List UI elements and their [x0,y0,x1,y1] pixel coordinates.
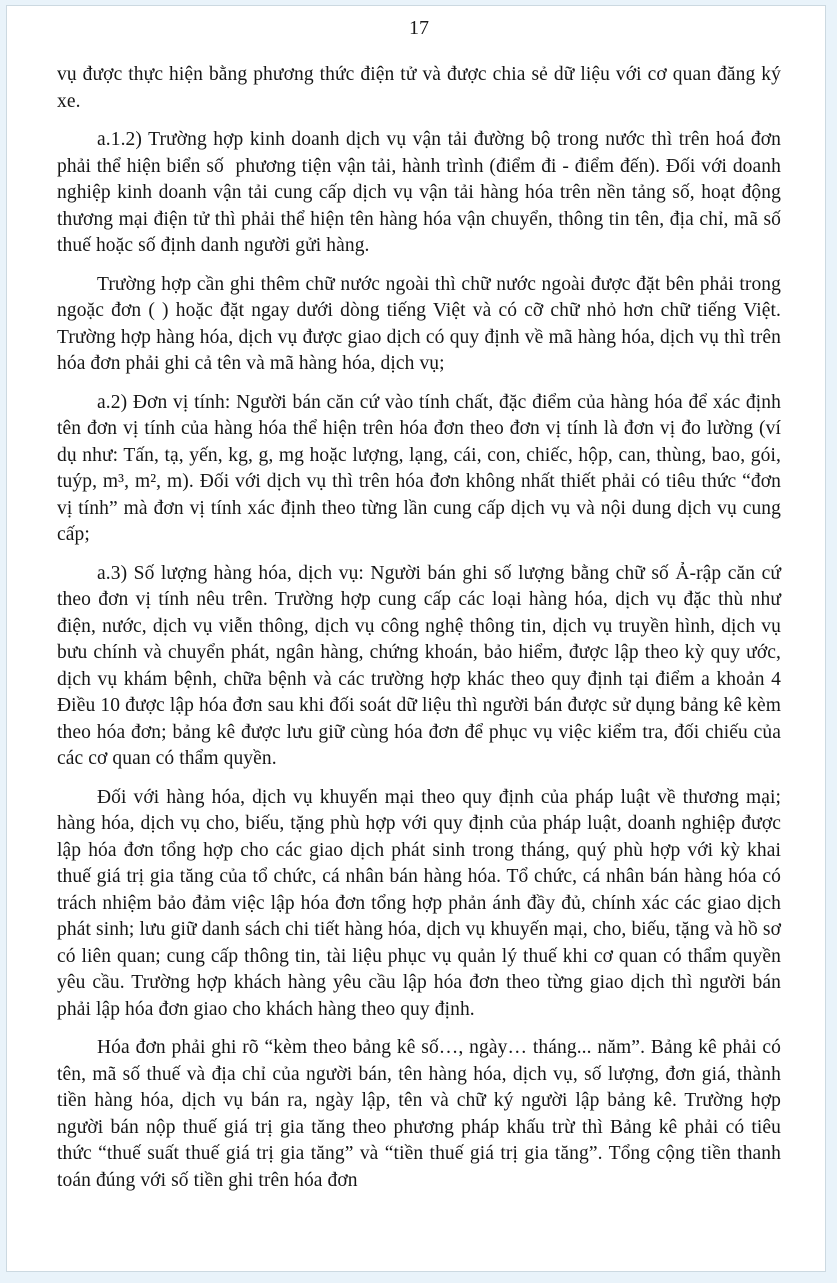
document-page [6,5,826,1272]
paragraph-promotional-goods: Đối với hàng hóa, dịch vụ khuyến mại theo quy định của pháp luật về thương mại; hàng hóa, dịch vụ cho, biếu, tặng phù hợp với quy định của pháp luật, doanh nghiệp được lập hóa đơn tổng hợp cho các giao dịch phát sinh trong tháng, quý phù hợp với kỳ khai thuế giá trị gia tăng của tổ chức, cá nhân bán hàng hóa. Tổ chức, cá nhân bán hàng hóa có trách nhiệm bảo đảm việc lập hóa đơn tổng hợp phản ánh đầy đủ, chính xác các giao dịch phát sinh; lưu giữ danh sách chi tiết hàng hóa, dịch vụ khuyến mại, cho, biếu, tặng và hồ sơ có liên quan; cung cấp thông tin, tài liệu phục vụ quản lý thuế khi cơ quan có thẩm quyền yêu cầu. Trường hợp khách hàng yêu cầu lập hóa đơn theo từng giao dịch thì người bán phải lập hóa đơn giao cho khách hàng theo quy định. [57,786,781,1020]
paragraph-a-1-2: a.1.2) Trường hợp kinh doanh dịch vụ vận tải đường bộ trong nước thì trên hoá đơn phải thể hiện biển số phương tiện vận tải, hành trình (điểm đi - điểm đến). Đối với doanh nghiệp kinh doanh vận tải cung cấp dịch vụ vận tải hàng hóa trên nền tảng số, hoạt động thương mại điện tử thì phải thể hiện tên hàng hóa vận chuyển, thông tin tên, địa chỉ, mã số thuế hoặc số định danh người gửi hàng. [57,129,781,256]
paragraph-a-2-unit: a.2) Đơn vị tính: Người bán căn cứ vào tính chất, đặc điểm của hàng hóa để xác định tên đơn vị tính của hàng hóa thể hiện trên hóa đơn theo đơn vị tính là đơn vị đo lường (ví dụ như: Tấn, tạ, yến, kg, g, mg hoặc lượng, lạng, cái, con, chiếc, hộp, can, thùng, bao, gói, tuýp, m³, m², m). Đối với dịch vụ thì trên hóa đơn không nhất thiết phải có tiêu thức “đơn vị tính” mà đơn vị tính xác định theo từng lần cung cấp dịch vụ và nội dung dịch vụ cung cấp; [57,391,781,545]
paragraph-continuation: vụ được thực hiện bằng phương thức điện tử và được chia sẻ dữ liệu với cơ quan đăng ký xe. [57,64,781,112]
paragraph-foreign-text-rule: Trường hợp cần ghi thêm chữ nước ngoài thì chữ nước ngoài được đặt bên phải trong ngoặc đơn ( ) hoặc đặt ngay dưới dòng tiếng Việt và có cỡ chữ nhỏ hơn chữ tiếng Việt. Trường hợp hàng hóa, dịch vụ được giao dịch có quy định về mã hàng hóa, dịch vụ thì trên hóa đơn phải ghi cả tên và mã hàng hóa, dịch vụ; [57,273,781,374]
paragraph-a-3-quantity: a.3) Số lượng hàng hóa, dịch vụ: Người bán ghi số lượng bằng chữ số Ả-rập căn cứ theo đơn vị tính nêu trên. Trường hợp cung cấp các loại hàng hóa, dịch vụ đặc thù như điện, nước, dịch vụ viễn thông, dịch vụ công nghệ thông tin, dịch vụ truyền hình, dịch vụ bưu chính và chuyển phát, ngân hàng, chứng khoán, bảo hiểm, được lập theo kỳ quy ước, dịch vụ khám bệnh, chữa bệnh và các trường hợp khác theo quy định tại điểm a khoản 4 Điều 10 được lập hóa đơn sau khi đối soát dữ liệu thì người bán được sử dụng bảng kê kèm theo hóa đơn; bảng kê được lưu giữ cùng hóa đơn để phục vụ việc kiểm tra, đối chiếu của các cơ quan có thẩm quyền. [57,562,781,769]
page-number: 17 [409,17,429,39]
paragraph-attached-list: Hóa đơn phải ghi rõ “kèm theo bảng kê số…, ngày… tháng... năm”. Bảng kê phải có tên, mã số thuế và địa chỉ của người bán, tên hàng hóa, dịch vụ, số lượng, đơn giá, thành tiền hàng hóa, dịch vụ bán ra, ngày lập, tên và chữ ký người lập bảng kê. Trường hợp người bán nộp thuế giá trị gia tăng theo phương pháp khấu trừ thì Bảng kê phải có tiêu thức “thuế suất thuế giá trị gia tăng” và “tiền thuế giá trị gia tăng”. Tổng cộng tiền thanh toán đúng với số tiền ghi trên hóa đơn [57,1037,781,1191]
page-content [57,62,781,1194]
